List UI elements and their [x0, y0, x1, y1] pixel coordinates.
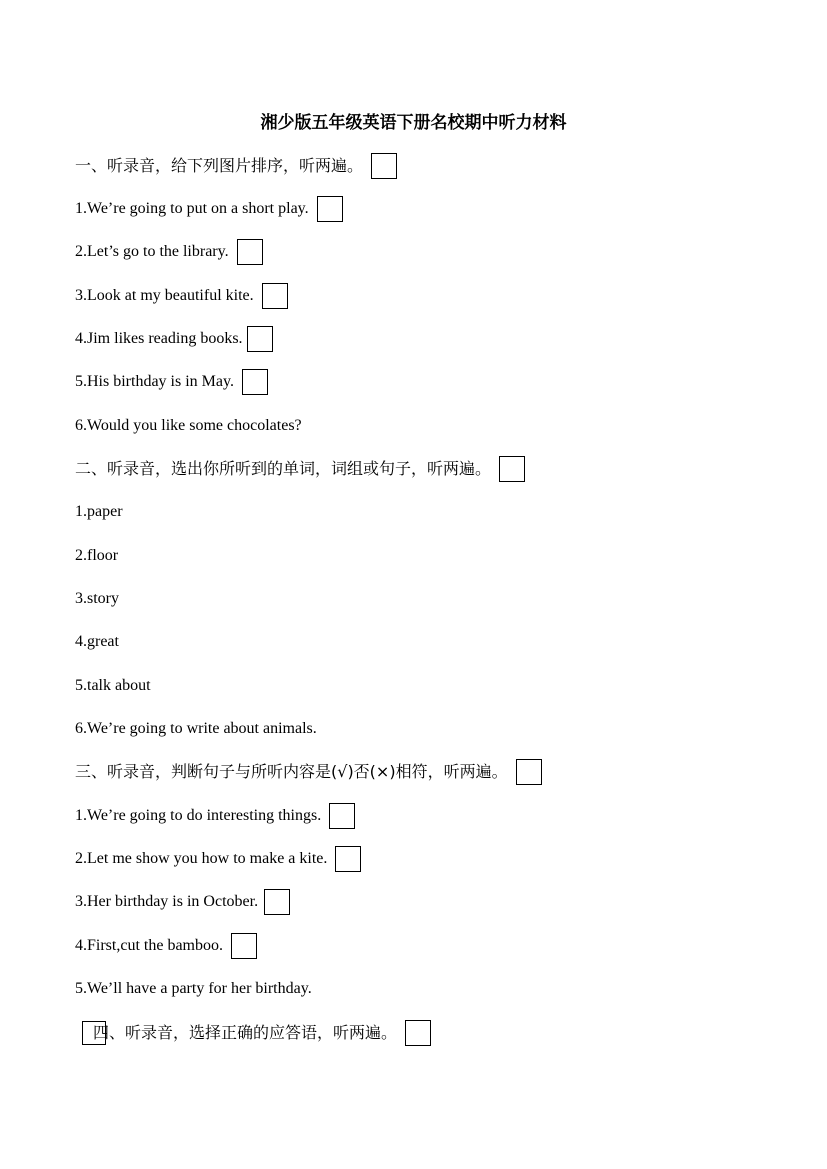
- section-1-item-2: [75, 240, 263, 264]
- item-text: 4.Jim likes reading books.: [75, 330, 243, 347]
- answer-box[interactable]: [247, 326, 273, 352]
- section-2-heading-text: 二、听录音，选出你所听到的单词，词组或句子，听两遍。: [75, 459, 492, 478]
- answer-box[interactable]: [317, 196, 343, 222]
- section-3-item-2: [75, 847, 361, 871]
- section-2-item-4: [75, 630, 119, 654]
- answer-box[interactable]: [231, 933, 257, 959]
- item-text: 6.Would you like some chocolates?: [75, 417, 302, 434]
- answer-box[interactable]: [516, 759, 542, 785]
- section-1-item-1: [75, 197, 343, 221]
- section-1-heading: [75, 154, 397, 178]
- item-text: 1.We’re going to do interesting things.: [75, 807, 322, 824]
- item-text: 4.great: [75, 633, 119, 650]
- item-text: 5.We’ll have a party for her birthday.: [75, 980, 312, 997]
- answer-box[interactable]: [335, 846, 361, 872]
- section-2-item-6: [75, 717, 317, 741]
- item-text: 2.Let me show you how to make a kite.: [75, 850, 328, 867]
- item-text: 4.First,cut the bamboo.: [75, 937, 223, 954]
- item-text: 3.Her birthday is in October.: [75, 893, 259, 910]
- section-3-item-3: [75, 890, 290, 914]
- answer-box[interactable]: [371, 153, 397, 179]
- item-text: 5.talk about: [75, 677, 151, 694]
- item-text: 3.Look at my beautiful kite.: [75, 287, 254, 304]
- answer-box[interactable]: [237, 239, 263, 265]
- item-text: 5.His birthday is in May.: [75, 373, 234, 390]
- section-2-heading: [75, 457, 525, 481]
- section-2-item-1: [75, 500, 123, 524]
- item-text: 1.We’re going to put on a short play.: [75, 200, 309, 217]
- page-title: 湘少版五年级英语下册名校期中听力材料: [260, 113, 567, 133]
- section-1-item-6: [75, 414, 302, 438]
- item-text: 3.story: [75, 590, 119, 607]
- answer-box[interactable]: [405, 1020, 431, 1046]
- section-1-item-3: [75, 284, 288, 308]
- section-2-item-2: [75, 544, 118, 568]
- answer-box[interactable]: [262, 283, 288, 309]
- section-3-item-4: [75, 934, 257, 958]
- answer-box[interactable]: [264, 889, 290, 915]
- item-text: 6.We’re going to write about animals.: [75, 720, 317, 737]
- section-4-heading: [93, 1021, 431, 1045]
- section-3-item-1: [75, 804, 355, 828]
- section-3-item-5: [75, 977, 312, 1001]
- section-1-item-4: [75, 327, 273, 351]
- item-text: 1.paper: [75, 503, 123, 520]
- section-2-item-3: [75, 587, 119, 611]
- section-4-heading-text: 四、听录音，选择正确的应答语，听两遍。: [93, 1023, 398, 1042]
- section-1-item-5: [75, 370, 268, 394]
- answer-box[interactable]: [329, 803, 355, 829]
- section-2-item-5: [75, 674, 151, 698]
- item-text: 2.floor: [75, 547, 119, 564]
- answer-box[interactable]: [499, 456, 525, 482]
- section-3-heading: [75, 760, 542, 784]
- item-text: 2.Let’s go to the library.: [75, 243, 229, 260]
- answer-box[interactable]: [242, 369, 268, 395]
- section-3-heading-text: 三、听录音，判断句子与所听内容是(√)否(×)相符，听两遍。: [75, 762, 508, 781]
- section-1-heading-text: 一、听录音，给下列图片排序，听两遍。: [75, 156, 364, 175]
